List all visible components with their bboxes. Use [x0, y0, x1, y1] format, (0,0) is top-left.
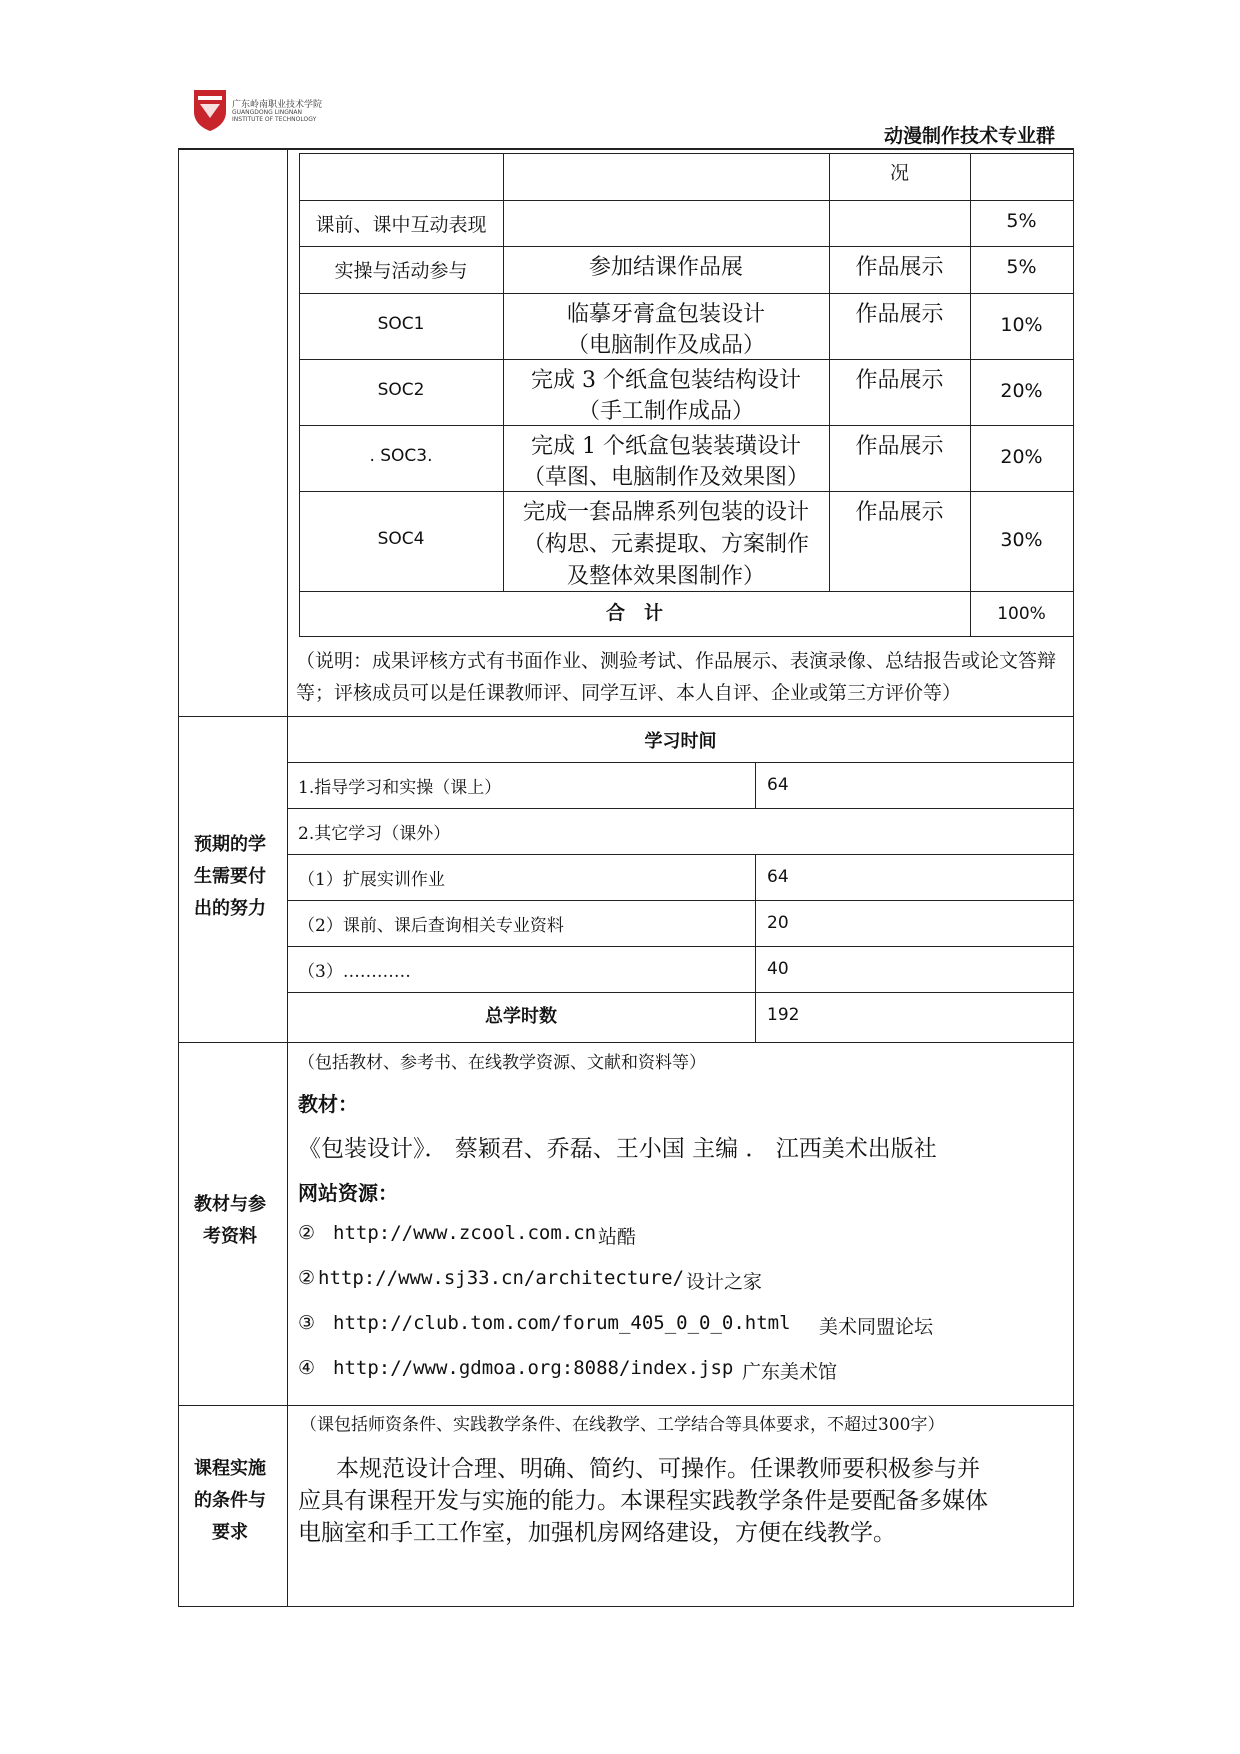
assess-hline-8 [299, 636, 1074, 637]
assess-row-weight: 20% [1000, 446, 1043, 468]
web-resources-heading: 网站资源： [298, 1181, 398, 1205]
materials-hint: （包括教材、参考书、在线教学资源、文献和资料等） [298, 1053, 706, 1073]
assess-hline-0 [299, 153, 1074, 154]
assess-row-weight: 10% [1000, 314, 1043, 336]
assess-row-weight: 30% [1000, 529, 1043, 551]
link-name: 广东美术馆 [742, 1361, 838, 1383]
assess-hline-3 [299, 293, 1074, 294]
section-divider-1 [178, 716, 1074, 717]
link-number: ④ [298, 1357, 316, 1379]
effort-row-label: （2）课前、课后查询相关专业资料 [298, 916, 564, 936]
link-url[interactable]: http://www.gdmoa.org:8088/index.jsp [333, 1357, 734, 1379]
conditions-section-label: 的条件与 [194, 1490, 266, 1511]
section-divider-3 [178, 1405, 1074, 1406]
link-url[interactable]: http://www.sj33.cn/architecture/ [318, 1267, 685, 1289]
effort-section-label: 预期的学 [194, 834, 266, 855]
assessment-note-line1: （说明：成果评核方式有书面作业、测验考试、作品展示、表演录像、总结报告或论文答辩 [296, 650, 1057, 672]
link-number: ③ [298, 1312, 316, 1334]
school-name-cn: 广东岭南职业技术学院 [232, 100, 323, 110]
effort-header: 学习时间 [644, 731, 717, 752]
assess-row-content-sub: （手工制作成品） [577, 399, 754, 424]
conditions-hint: （课包括师资条件、实践教学条件、在线教学、工学结合等具体要求，不超过300字） [300, 1415, 945, 1435]
school-logo [192, 88, 228, 132]
school-name-en-2: INSTITUTE OF TECHNOLOGY [232, 116, 317, 123]
section-divider-2 [178, 1042, 1074, 1043]
assess-row-method: 作品展示 [855, 500, 944, 525]
assess-total-label: 合 计 [605, 602, 663, 624]
table-border-bottom [178, 1606, 1074, 1607]
assess-row-method: 作品展示 [855, 302, 944, 327]
link-name: 站酷 [598, 1226, 637, 1248]
effort-section-label: 出的努力 [194, 898, 266, 919]
effort-row-value: 20 [767, 913, 789, 933]
effort-hline-3 [287, 854, 1074, 855]
assess-row-content-sub: 及整体效果图制作） [566, 564, 765, 589]
link-url[interactable]: http://club.tom.com/forum_405_0_0_0.html [333, 1312, 791, 1334]
conditions-paragraph-line: 应具有课程开发与实施的能力。本课程实践教学条件是要配备多媒体 [298, 1488, 988, 1514]
conditions-paragraph-line: 电脑室和手工工作室，加强机房网络建设，方便在线教学。 [298, 1520, 896, 1546]
effort-vline-2 [755, 854, 756, 1042]
effort-hline-6 [287, 992, 1074, 993]
effort-vline-1 [755, 762, 756, 808]
textbook-citation: 《包装设计》． 蔡颖君、乔磊、王小国 主编 ． 江西美术出版社 [298, 1136, 937, 1162]
link-number: ② [298, 1267, 316, 1289]
link-number: ② [298, 1222, 316, 1244]
assess-hline-6 [299, 491, 1074, 492]
assess-row-content-sub: （电脑制作及成品） [566, 333, 765, 358]
assess-row-method: 作品展示 [855, 368, 944, 393]
assess-hline-1 [299, 200, 1074, 201]
assess-row-weight: 5% [1006, 256, 1037, 278]
program-group-title: 动漫制作技术专业群 [884, 125, 1056, 147]
assess-row-content: 完成一套品牌系列包装的设计 [522, 500, 809, 525]
header-rule [178, 148, 1074, 150]
assess-row-item: 实操与活动参与 [334, 260, 468, 282]
conditions-section-label: 课程实施 [194, 1458, 266, 1479]
assess-row-item: 课前、课中互动表现 [315, 214, 487, 236]
assess-row-method: 作品展示 [855, 434, 944, 459]
effort-total-value: 192 [767, 1005, 800, 1025]
assess-row-content: 临摹牙膏盒包装设计 [566, 302, 765, 327]
assess-row-content: 完成 3 个纸盒包装结构设计 [531, 368, 801, 393]
effort-row-label: （1）扩展实训作业 [298, 870, 445, 890]
assess-row-item: . SOC3. [369, 446, 433, 466]
effort-hline-1 [287, 762, 1074, 763]
table-border-left [178, 150, 179, 1607]
assess-row-item: SOC4 [377, 529, 425, 549]
assess-vline-e [1073, 153, 1074, 636]
assess-row-content: 参加结课作品展 [588, 255, 743, 280]
effort-row-label: （3）………… [298, 962, 411, 982]
effort-hline-5 [287, 946, 1074, 947]
assess-total-value: 100% [997, 604, 1046, 624]
link-name: 美术同盟论坛 [819, 1316, 934, 1338]
assess-row-content-sub: （草图、电脑制作及效果图） [522, 465, 809, 490]
assessment-note-line2: 等；评核成员可以是任课教师评、同学互评、本人自评、企业或第三方评价等） [296, 682, 962, 704]
assess-row-item: SOC1 [377, 314, 425, 334]
link-name: 设计之家 [686, 1271, 763, 1293]
effort-row-value: 64 [767, 775, 789, 795]
assess-row-method: 作品展示 [855, 255, 944, 280]
conditions-section-label: 要求 [212, 1522, 248, 1543]
materials-section-label: 教材与参 [194, 1194, 266, 1215]
effort-hline-2 [287, 808, 1074, 809]
label-column-divider [287, 150, 288, 1607]
assess-hline-7 [299, 591, 1074, 592]
effort-row-label: 1.指导学习和实操（课上） [298, 778, 502, 798]
assess-row-item: SOC2 [377, 380, 425, 400]
effort-section-label: 生需要付 [194, 866, 266, 887]
materials-section-label: 考资料 [203, 1226, 257, 1247]
effort-total-label: 总学时数 [485, 1006, 557, 1027]
assess-hline-2 [299, 246, 1074, 247]
assess-top-cell: 况 [889, 162, 909, 184]
school-shield-icon [192, 88, 228, 132]
link-url[interactable]: http://www.zcool.com.cn [333, 1222, 597, 1244]
assess-hline-4 [299, 359, 1074, 360]
effort-row-label: 2.其它学习（课外） [298, 824, 451, 844]
assess-row-content: 完成 1 个纸盒包装装璜设计 [531, 434, 801, 459]
assess-hline-5 [299, 425, 1074, 426]
textbook-heading: 教材： [298, 1092, 358, 1116]
assess-row-weight: 5% [1006, 210, 1037, 232]
assess-row-weight: 20% [1000, 380, 1043, 402]
school-name-en-1: GUANGDONG LINGNAN [232, 109, 303, 116]
effort-hline-4 [287, 900, 1074, 901]
conditions-paragraph-line: 本规范设计合理、明确、简约、可操作。任课教师要积极参与并 [336, 1456, 980, 1482]
effort-row-value: 64 [767, 867, 789, 887]
effort-row-value: 40 [767, 959, 789, 979]
assess-row-content-sub: （构思、元素提取、方案制作 [522, 532, 809, 557]
